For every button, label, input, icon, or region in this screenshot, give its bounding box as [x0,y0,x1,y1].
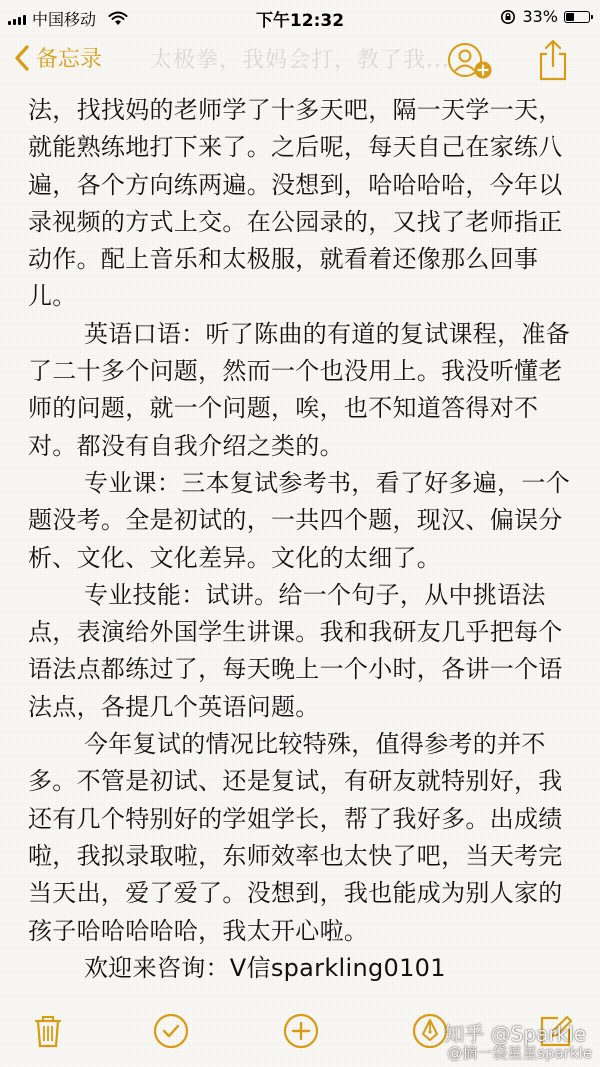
carrier-name: 中国移动 [32,10,97,29]
checkmark-circle-icon [153,1013,189,1049]
markup-button[interactable] [412,1013,448,1049]
note-paragraph: 今年复试的情况比较特殊，值得参考的并不多。不管是初试、还是复试，有研友就特别好，我还有几个特别好的学姐学长，帮了我好多。出成绩啦，我拟录取啦，东师效率也太快了吧，当天考完当天出，爱了爱了。没想到，我也能成为别人家的孩子哈哈哈哈哈，我太开心啦。 [28,730,563,945]
checklist-button[interactable] [153,1013,189,1049]
chevron-left-icon [14,44,30,72]
collaborate-button[interactable] [447,42,493,82]
share-button[interactable] [536,38,570,82]
status-right [500,7,590,26]
status-bar [0,0,600,32]
note-paragraph: 英语口语：听了陈曲的有道的复试课程，准备了二十多个问题，然而一个也没用上。我没听懂老师的问题，就一个问题，唉，也不知道答得对不对。都没有自我介绍之类的。 [28,319,570,460]
battery-level [566,13,574,21]
note-paragraph: 专业技能：试讲。给一个句子，从中挑语法点，表演给外国学生讲课。我和我研友几乎把每个语法点都练过了，每天晚上一个小时，各讲一个语法点，各提几个英语问题。 [28,580,563,721]
add-person-icon [447,42,493,82]
back-button[interactable] [14,42,102,73]
plus-circle-icon [283,1013,319,1049]
orientation-lock-icon [500,9,516,25]
note-paragraph: 欢迎来咨询：V信sparkling0101 [84,953,446,982]
trash-icon [30,1013,66,1049]
note-body[interactable] [28,92,583,987]
zhihu-watermark: 知乎 @Sparkle [444,1022,586,1046]
battery-icon [564,11,590,23]
navigation-bar [0,32,600,90]
faded-title: 太极拳，我妈会打，教了我... [150,48,450,73]
weibo-watermark: @摘一袋星星sparkle [447,1044,592,1062]
status-time: 下午12:32 [255,11,345,31]
delete-button[interactable] [30,1013,66,1049]
back-label: 备忘录 [36,47,103,72]
pen-tip-icon [412,1013,448,1049]
add-attachment-button[interactable] [283,1013,319,1049]
share-icon [536,38,570,82]
battery-percent: 33% [522,7,558,26]
note-paragraph: 法，找找妈的老师学了十多天吧，隔一天学一天，就能熟练地打下来了。之后呢，每天自己在家练八遍，各个方向练两遍。没想到，哈哈哈哈，今年以录视频的方式上交。在公园录的，又找了老师指正动作。配上音乐和太极服，就看着还像那么回事儿。 [28,96,563,311]
note-paragraph: 专业课：三本复试参考书，看了好多遍，一个题没考。全是初试的，一共四个题，现汉、偏误分析、文化、文化差异。文化的太细了。 [28,468,570,572]
